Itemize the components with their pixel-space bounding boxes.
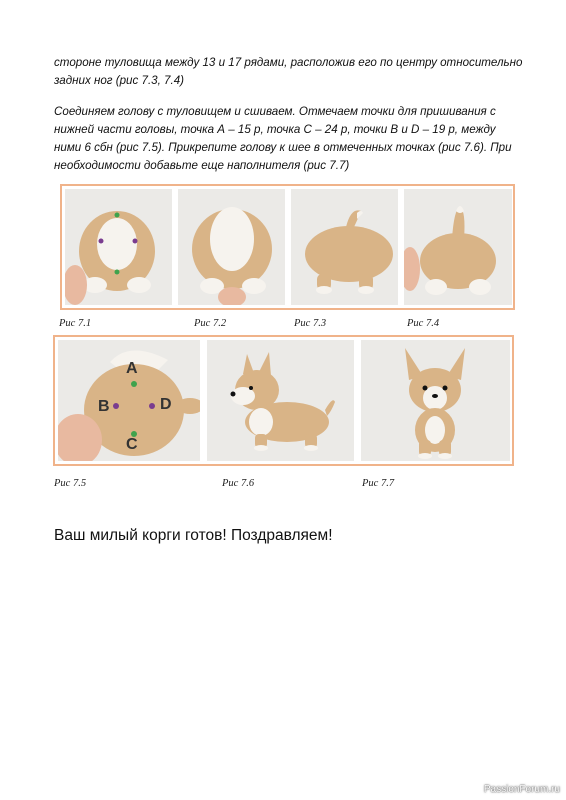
photo-7-6 [207,340,354,461]
paragraph-1: стороне туловища между 13 и 17 рядами, расположив его по центру относительно задних ног (рис 7.3, 7.4) [54,56,523,87]
photo-frame-row-2 [53,335,514,466]
photo-7-5 [58,340,200,461]
photo-7-1 [65,189,172,305]
caption-7-1: Рис 7.1 [59,318,92,329]
watermark: PassionForum.ru [483,784,560,795]
caption-7-3: Рис 7.3 [294,318,327,329]
caption-7-7: Рис 7.7 [362,478,395,489]
caption-7-6: Рис 7.6 [222,478,255,489]
point-label-b: B [98,398,110,415]
caption-7-5: Рис 7.5 [54,478,87,489]
caption-7-4: Рис 7.4 [407,318,440,329]
paragraph-2: Соединяем голову с туловищем и сшиваем. Отмечаем точки для пришивания с нижней части головы, точка А – 15 р, точка С – 24 р, точки В и D – 19 р, между ними 6 сбн (рис 7.5). Прикрепите голову к шее в отмеченных точках (рис 7.6). При необходимости добавьте еще наполнителя (рис 7.7) [54,105,512,172]
photo-frame-row-1 [60,184,515,310]
final-message: Ваш милый корги готов! Поздравляем! [54,527,333,544]
photo-7-7 [361,340,510,461]
point-label-c: C [126,436,138,453]
photo-7-2 [178,189,285,305]
caption-7-2: Рис 7.2 [194,318,227,329]
photo-7-3 [291,189,398,305]
point-label-d: D [160,396,172,413]
point-label-a: A [126,360,138,377]
photo-7-4 [404,189,512,305]
